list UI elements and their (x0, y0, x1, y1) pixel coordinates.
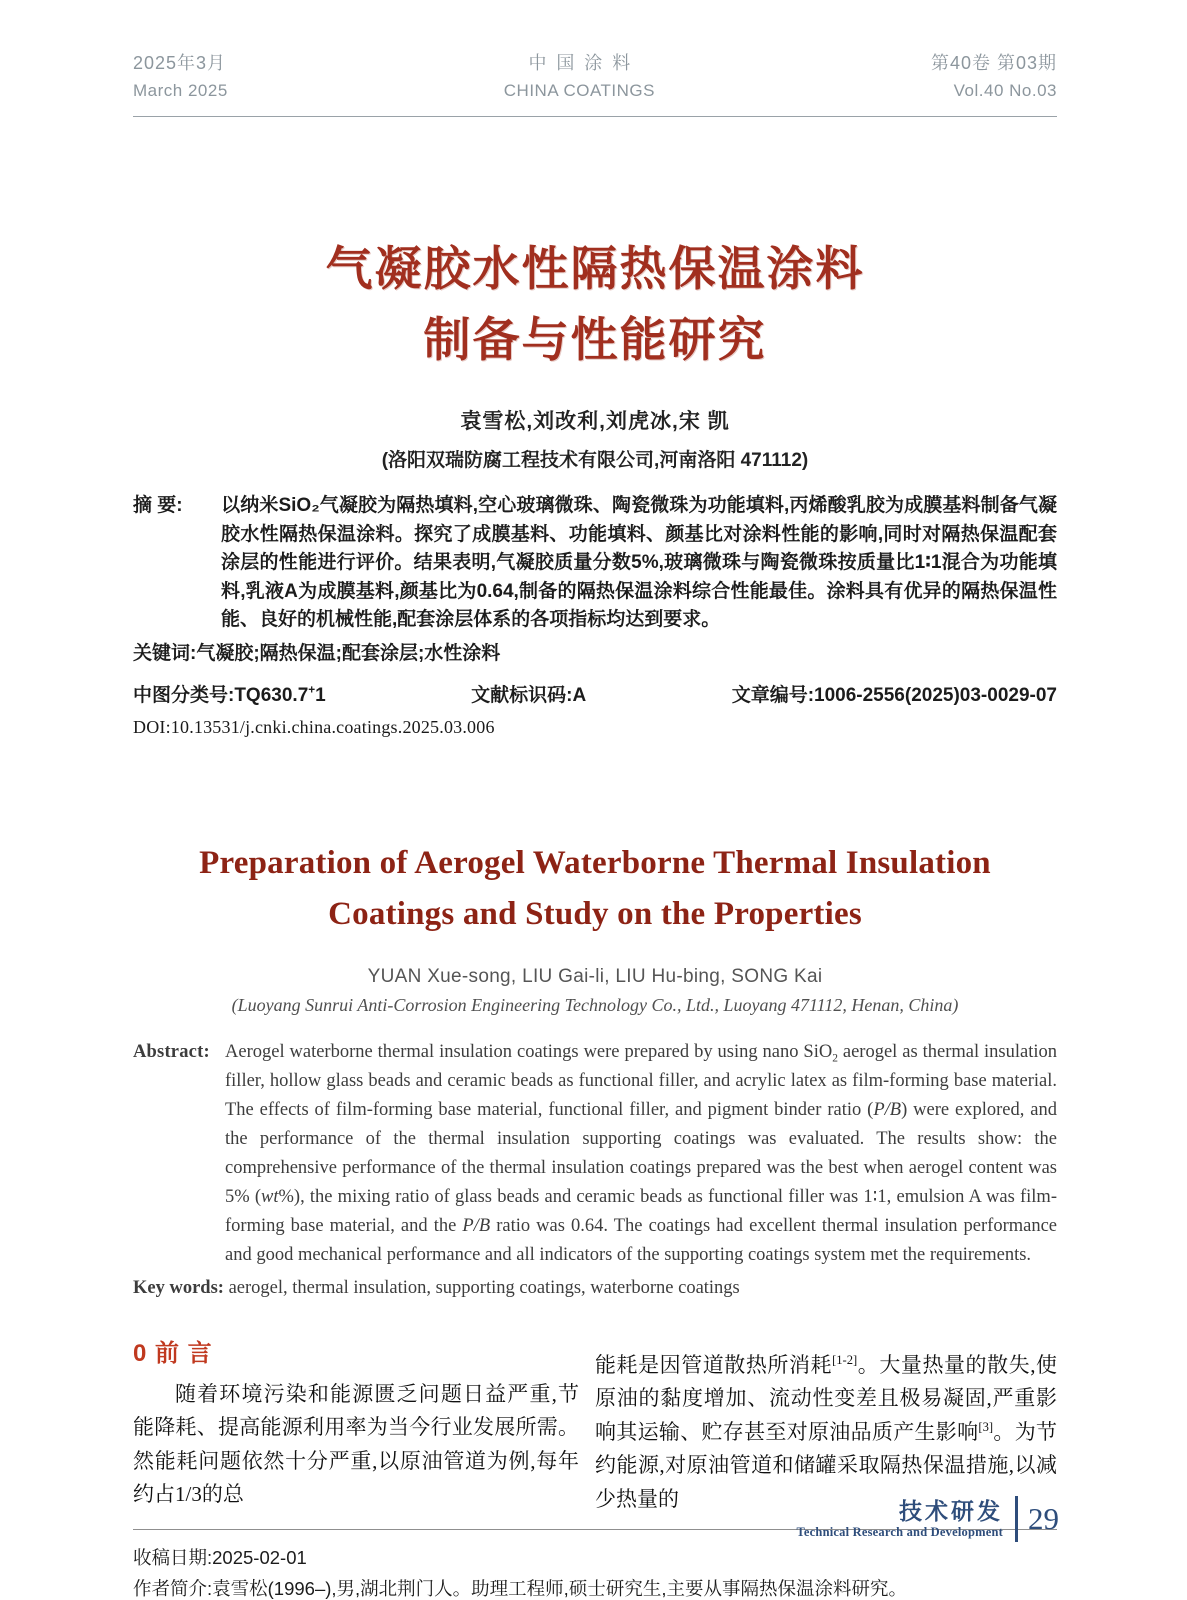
article-title-en (133, 838, 1057, 940)
page-footer (797, 1496, 1059, 1542)
introduction-section (133, 1339, 1057, 1517)
article-number-value: 1006-2556(2025)03-0029-07 (814, 684, 1057, 706)
keywords-en (133, 1274, 1057, 1303)
clc-number (133, 680, 326, 707)
abstract-en (133, 1038, 1057, 1270)
abstract-en-text: Aerogel waterborne thermal insulation coatings were prepared by using nano SiO$_2$ aerogel as thermal insulation filler, hollow glass beads and ceramic beads as functional filler, and acrylic latex as film-forming base material. The effects of film-forming base material, functional filler, and pigment binder ratio (P/B) were explored, and the performance of the thermal insulation supporting coatings was evaluated. The results show: the comprehensive performance of the thermal insulation coatings prepared was the best when aerogel content was 5% (wt%), the mixing ratio of glass beads and ceramic beads as functional filler was 1∶1, emulsion A was film-forming base material, and the P/B ratio was 0.64. The coatings had excellent thermal insulation performance and good mechanical performance and all indicators of the supporting coatings system met the requirements. (225, 1041, 1057, 1265)
keywords-en-text: aerogel, thermal insulation, supporting coatings, waterborne coatings (228, 1277, 740, 1298)
page-number: 29 (1028, 1501, 1059, 1536)
issue-info-zh: 第40卷 第03期 (930, 53, 1057, 73)
affiliation-en: (Luoyang Sunrui Anti-Corrosion Engineering Technology Co., Ltd., Luoyang 471112, Henan, China) (231, 994, 959, 1015)
header-date-zh: 2025年3月 (133, 53, 227, 73)
footnote-author-bio: 作者简介:袁雪松(1996–),男,湖北荆门人。助理工程师,硕士研究生,主要从事隔热保温涂料研究。 (133, 1578, 907, 1599)
article-number (732, 680, 1057, 707)
keywords-zh-label: 关键词: (133, 642, 197, 664)
authors-en: YUAN Xue-song, LIU Gai-li, LIU Hu-bing, SONG Kai (367, 965, 823, 987)
authors-zh: 袁雪松,刘改利,刘虎冰,宋 凯 (460, 410, 730, 433)
header-date-en: March 2025 (133, 81, 228, 100)
journal-name-zh: 中国涂料 (528, 53, 641, 73)
intro-left-column (133, 1339, 579, 1517)
keywords-zh-text: 气凝胶;隔热保温;配套涂层;水性涂料 (196, 642, 501, 664)
section-heading: 0 前 言 (133, 1339, 213, 1367)
article-title-en-line2: Coatings and Study on the Properties (328, 895, 862, 932)
footer-divider-bar (1015, 1496, 1018, 1542)
doi: DOI:10.13531/j.cnki.china.coatings.2025.03.006 (133, 716, 495, 737)
intro-right-column (595, 1339, 1057, 1517)
article-number-label: 文章编号: (731, 684, 815, 706)
issue-info-en: Vol.40 No.03 (953, 81, 1057, 100)
header-date (133, 50, 228, 104)
footer-section (797, 1498, 1003, 1540)
keywords-zh (133, 640, 1057, 668)
intro-right-paragraph: 能耗是因管道散热所消耗[1-2]。大量热量的散失,使原油的黏度增加、流动性变差且极易凝固,严重影响其运输、贮存甚至对原油品质产生影响[3]。为节约能源,对原油管道和储罐采取隔热保温措施,以减少热量的 (595, 1352, 1058, 1511)
journal-name (504, 50, 655, 104)
document-code (471, 680, 586, 707)
article-meta-row (133, 680, 1057, 707)
document-code-label: 文献标识码: (471, 684, 573, 706)
clc-label: 中图分类号: (133, 684, 235, 706)
footer-section-zh: 技术研发 (899, 1498, 1003, 1524)
abstract-en-label: Abstract: (133, 1041, 210, 1062)
affiliation-zh: (洛阳双瑞防腐工程技术有限公司,河南洛阳 471112) (381, 450, 809, 471)
issue-info (931, 50, 1057, 104)
article-title-zh-line1: 气凝胶水性隔热保温涂料 (325, 242, 865, 295)
abstract-zh-label: 摘 要: (133, 495, 183, 516)
journal-header (133, 0, 1057, 117)
clc-value: TQ630.7+1 (234, 683, 326, 706)
abstract-zh-text: 以纳米SiO₂气凝胶为隔热填料,空心玻璃微珠、陶瓷微珠为功能填料,丙烯酸乳胶为成膜基料制备气凝胶水性隔热保温涂料。探究了成膜基料、功能填料、颜基比对涂料性能的影响,同时对隔热保温配套涂层的性能进行评价。结果表明,气凝胶质量分数5%,玻璃微珠与陶瓷微珠按质量比1∶1混合为功能填料,乳液A为成膜基料,颜基比为0.64,制备的隔热保温涂料综合性能最佳。涂料具有优异的隔热保温性能、良好的机械性能,配套涂层体系的各项指标均达到要求。 (221, 495, 1057, 630)
footnote-received-date: 收稿日期:2025-02-01 (133, 1547, 307, 1568)
footer-section-en: Technical Research and Development (796, 1525, 1003, 1539)
article-title-zh-line2: 制备与性能研究 (423, 313, 767, 366)
intro-left-paragraph: 随着环境污染和能源匮乏问题日益严重,节能降耗、提高能源利用率为当今行业发展所需。然能耗问题依然十分严重,以原油管道为例,每年约占1/3的总 (133, 1381, 579, 1506)
abstract-zh (133, 492, 1057, 635)
article-title-en-line1: Preparation of Aerogel Waterborne Thermal Insulation (199, 844, 991, 881)
journal-name-en: CHINA COATINGS (503, 81, 655, 100)
keywords-en-label: Key words: (133, 1277, 224, 1298)
document-code-value: A (572, 684, 587, 706)
article-title-zh (133, 233, 1057, 375)
